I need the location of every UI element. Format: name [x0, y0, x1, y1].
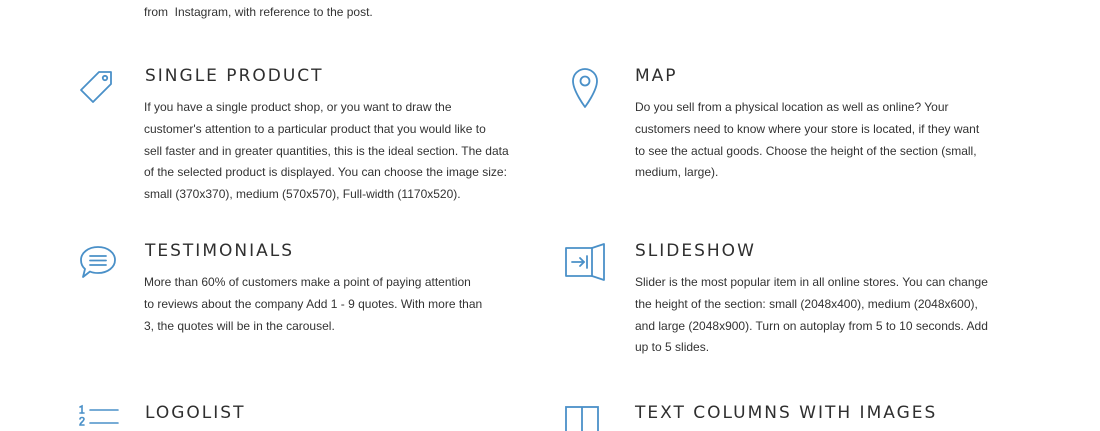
feature-description [144, 97, 544, 206]
description-line: and large (2048x900). Turn on autoplay from 5 to 10 seconds. Add [635, 318, 988, 333]
description-line: Do you sell from a physical location as well as online? Your [635, 100, 949, 114]
tag-icon [78, 69, 114, 105]
description-line: More than 60% of customers make a point of paying attention [144, 275, 471, 289]
map-pin-icon [570, 67, 600, 109]
description-line: sell faster and in greater quantities, this is the ideal section. The data [144, 143, 509, 158]
feature-description [635, 272, 1035, 359]
numbered-list-icon [78, 404, 120, 430]
description-line: up to 5 slides. [635, 340, 710, 355]
slideshow-icon [564, 243, 606, 281]
description-line: Slider is the most popular item in all online stores. You can change [635, 275, 988, 289]
feature-title: SLIDESHOW [635, 241, 756, 261]
description-line: 3, the quotes will be in the carousel. [144, 318, 335, 333]
description-line: to reviews about the company Add 1 - 9 quotes. With more than [144, 296, 483, 311]
feature-title: TESTIMONIALS [145, 241, 294, 261]
speech-bubble-icon [78, 244, 118, 280]
columns-icon [564, 405, 600, 431]
feature-title: MAP [635, 66, 678, 86]
description-line: of the selected product is displayed. You can choose the image size: [144, 165, 507, 180]
feature-description [144, 272, 544, 337]
description-line: the height of the section: small (2048x400), medium (2048x600), [635, 296, 978, 311]
feature-description [635, 97, 1035, 184]
description-line: to see the actual goods. Choose the height of the section (small, [635, 143, 977, 158]
intro-text-tail: from Instagram, with reference to the post. [144, 5, 373, 19]
description-line: If you have a single product shop, or you want to draw the [144, 100, 452, 114]
feature-title: TEXT COLUMNS WITH IMAGES [635, 403, 938, 423]
feature-title: LOGOLIST [145, 403, 246, 423]
description-line: customers need to know where your store is located, if they want [635, 121, 980, 136]
feature-title: SINGLE PRODUCT [145, 66, 324, 86]
description-line: customer's attention to a particular product that you would like to [144, 121, 486, 136]
description-line: medium, large). [635, 165, 719, 180]
description-line: small (370x370), medium (570x570), Full-width (1170x520). [144, 187, 461, 202]
